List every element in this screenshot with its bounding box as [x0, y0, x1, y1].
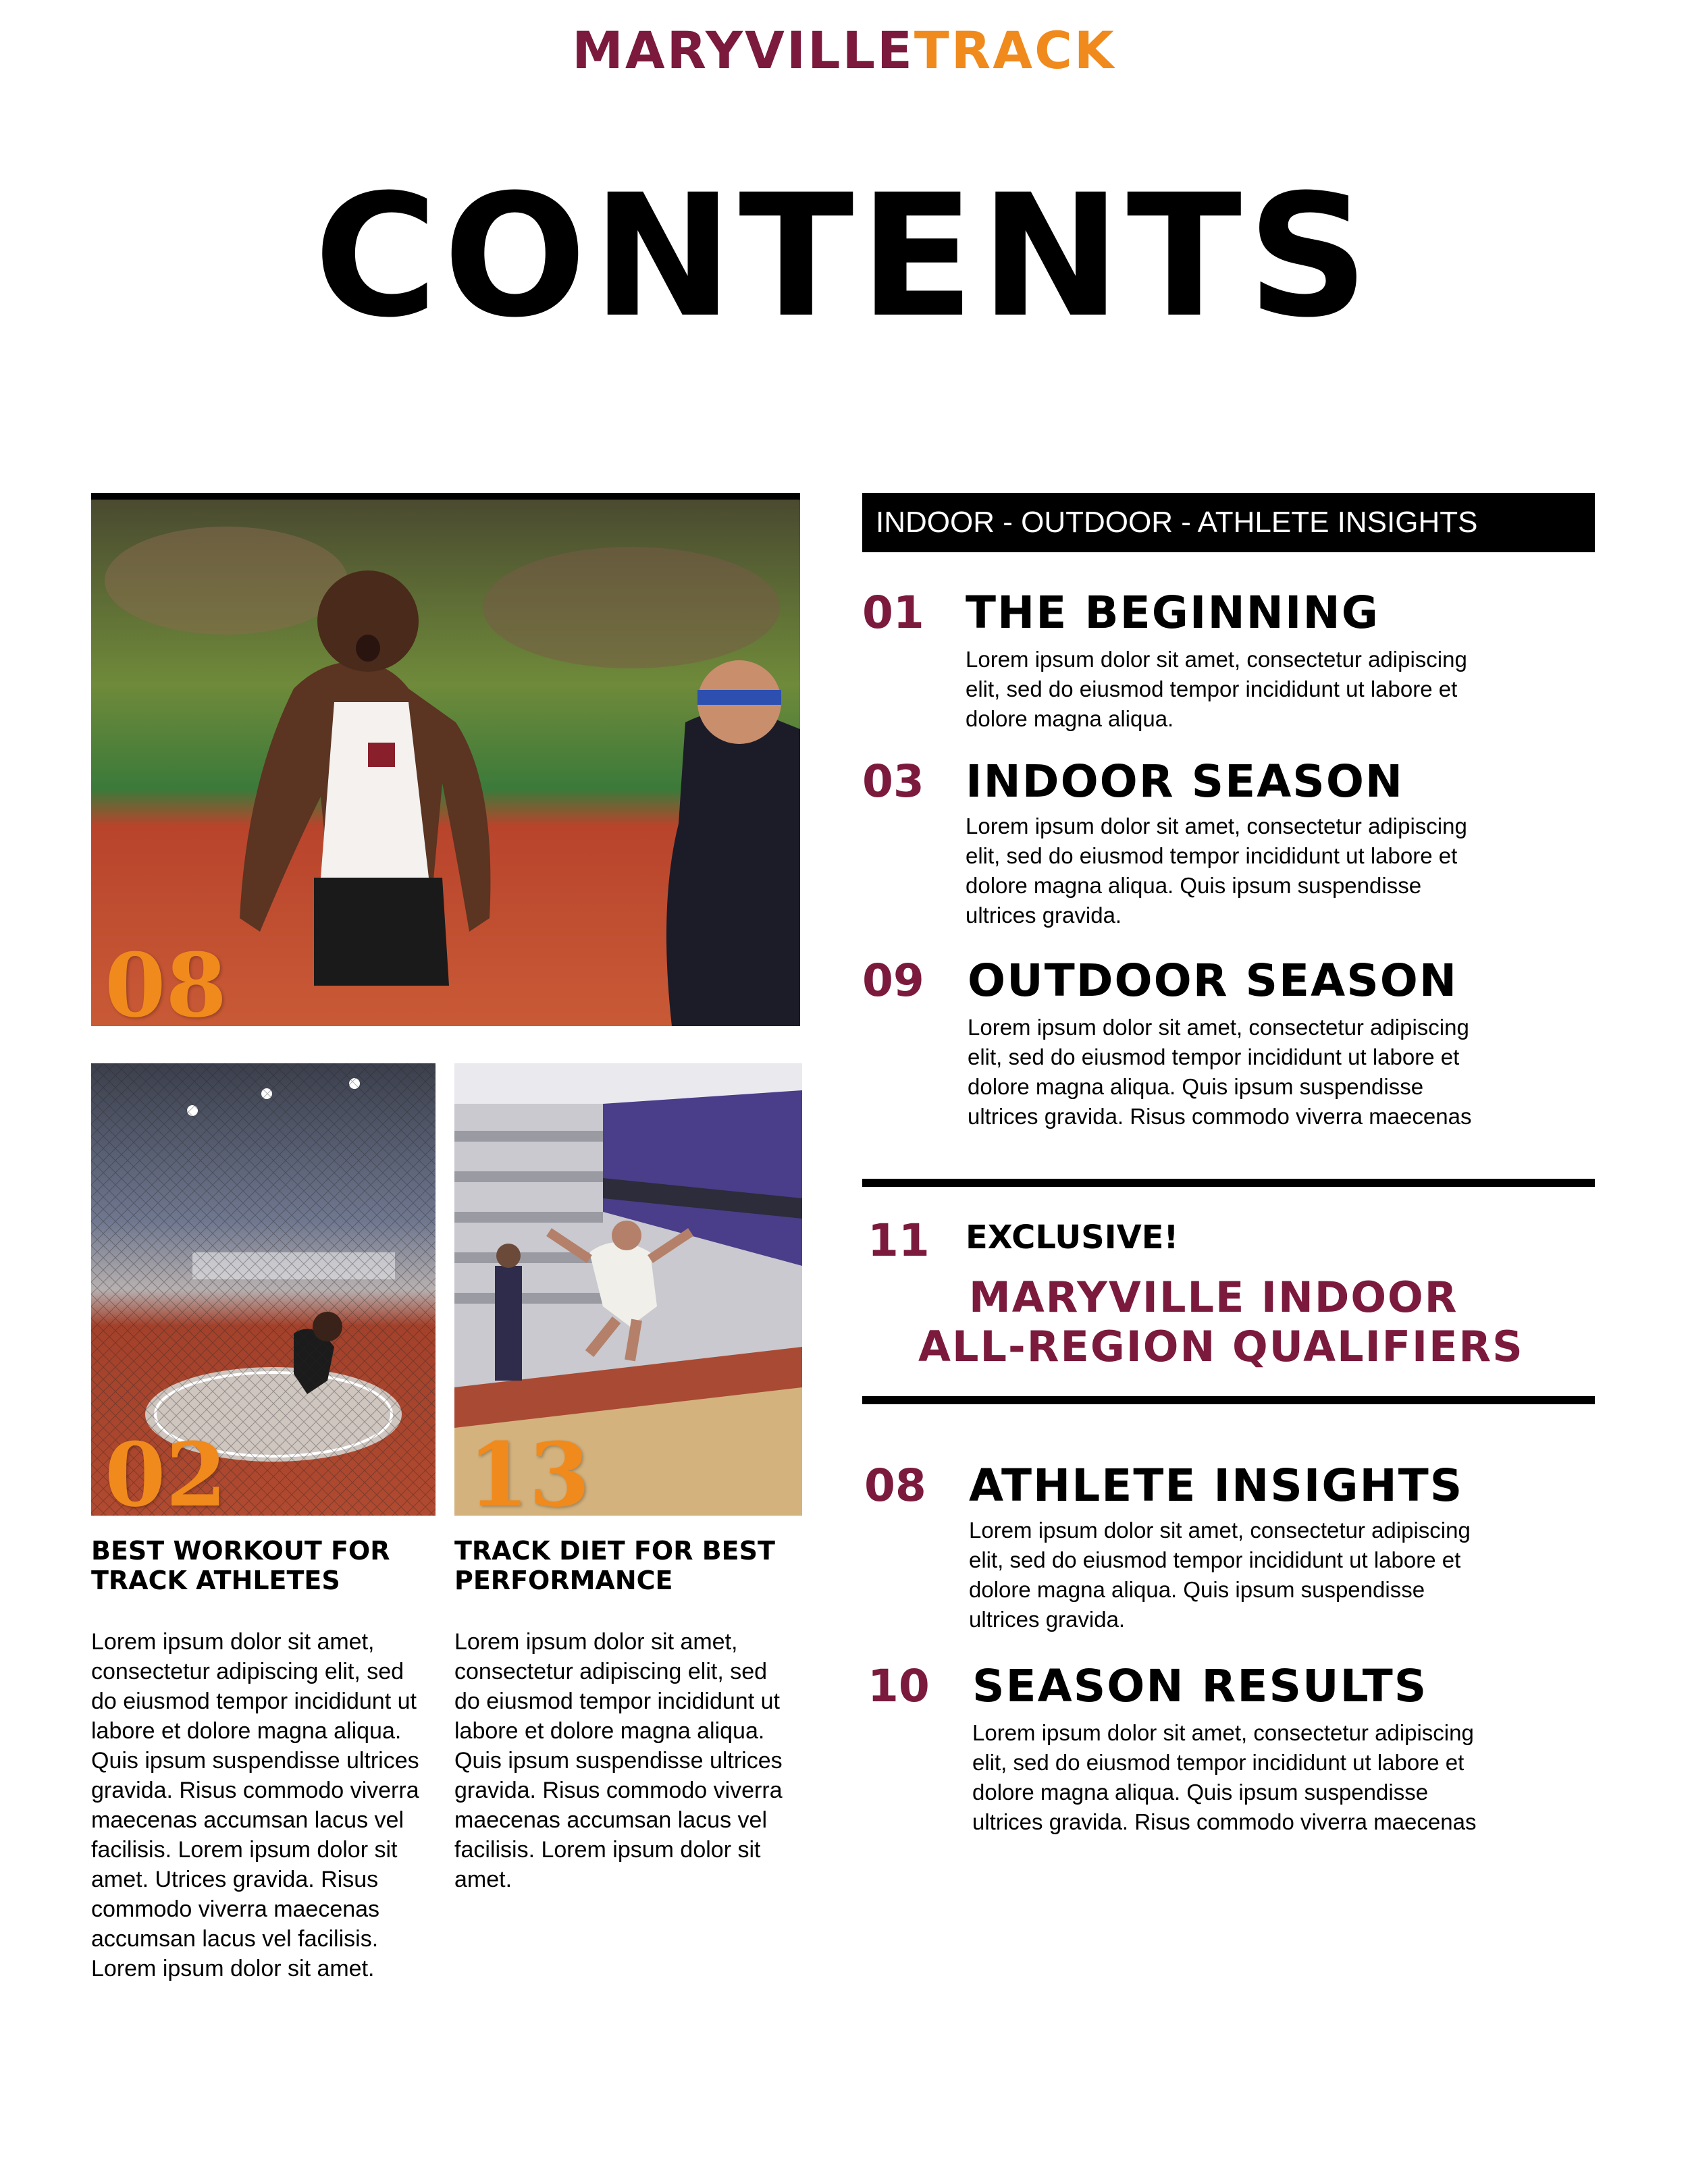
divider-rule — [862, 1179, 1595, 1187]
toc-description: Lorem ipsum dolor sit amet, consectetur adipiscing elit, sed do eiusmod tempor incididunt ut labore et dolore magna aliqua. Quis ipsum suspendisse ultrices gravida. — [966, 814, 1467, 928]
toc-number: 08 — [864, 1460, 926, 1512]
masthead — [0, 20, 1688, 80]
page-number-13: 13 — [468, 1423, 590, 1516]
section-banner: INDOOR - OUTDOOR - ATHLETE INSIGHTS — [862, 493, 1595, 552]
toc-number: 10 — [868, 1660, 930, 1712]
toc-title: INDOOR SEASON — [966, 755, 1404, 807]
page-number-08: 08 — [105, 934, 227, 1026]
divider-rule — [862, 1396, 1595, 1404]
feature-title-diet: TRACK DIET FOR BEST PERFORMANCE — [454, 1536, 775, 1595]
toc-title: ATHLETE INSIGHTS — [969, 1460, 1464, 1512]
toc-title: OUTDOOR SEASON — [968, 955, 1458, 1007]
feature-title-workout: BEST WORKOUT FOR TRACK ATHLETES — [91, 1536, 390, 1595]
feature-body-workout: Lorem ipsum dolor sit amet, consectetur adipiscing elit, sed do eiusmod tempor incididunt ut labore et dolore magna aliqua. Quis ipsum suspendisse ultrices gravida. Risus commodo viverra maecenas accumsan lacus vel facilisis. Lorem ipsum dolor sit amet. Utrices gravida. Risus commodo viverra maecenas accumsan lacus vel facilisis. Lorem ipsum dolor sit amet. — [91, 1629, 419, 1981]
toc-number: 01 — [862, 587, 924, 639]
toc-title: SEASON RESULTS — [972, 1660, 1428, 1712]
masthead-track: TRACK — [914, 20, 1116, 80]
toc-description: Lorem ipsum dolor sit amet, consectetur adipiscing elit, sed do eiusmod tempor incididunt ut labore et dolore magna aliqua. Quis ipsum suspendisse ultrices gravida. Risus commodo viverra maecenas — [968, 1015, 1472, 1129]
toc-description: Lorem ipsum dolor sit amet, consectetur adipiscing elit, sed do eiusmod tempor incididunt ut labore et dolore magna aliqua. Quis ipsum suspendisse ultrices gravida. Risus commodo viverra maecenas — [972, 1720, 1477, 1834]
exclusive-number: 11 — [868, 1215, 930, 1267]
shotput-photo — [91, 1063, 436, 1516]
toc-number: 03 — [862, 755, 924, 807]
exclusive-headline-line1: MARYVILLE INDOOR — [969, 1273, 1458, 1322]
feature-body-diet: Lorem ipsum dolor sit amet, consectetur adipiscing elit, sed do eiusmod tempor incididunt ut labore et dolore magna aliqua. Quis ipsum suspendisse ultrices gravida. Risus commodo viverra maecenas accumsan lacus vel facilisis. Lorem ipsum dolor sit amet. — [454, 1629, 783, 1892]
toc-number: 09 — [862, 955, 924, 1007]
toc-description: Lorem ipsum dolor sit amet, consectetur adipiscing elit, sed do eiusmod tempor incididunt ut labore et dolore magna aliqua. Quis ipsum suspendisse ultrices gravida. — [969, 1518, 1471, 1632]
sprinter-photo — [91, 493, 800, 1026]
exclusive-label: EXCLUSIVE! — [966, 1219, 1179, 1256]
page-title: CONTENTS — [313, 158, 1375, 354]
longjump-photo — [454, 1063, 802, 1516]
exclusive-headline-line2: ALL-REGION QUALIFIERS — [918, 1322, 1524, 1371]
toc-description: Lorem ipsum dolor sit amet, consectetur adipiscing elit, sed do eiusmod tempor incididunt ut labore et dolore magna aliqua. — [966, 647, 1467, 731]
page-number-02: 02 — [105, 1423, 227, 1516]
toc-title: THE BEGINNING — [966, 587, 1379, 639]
masthead-maryville: MARYVILLE — [572, 20, 914, 80]
